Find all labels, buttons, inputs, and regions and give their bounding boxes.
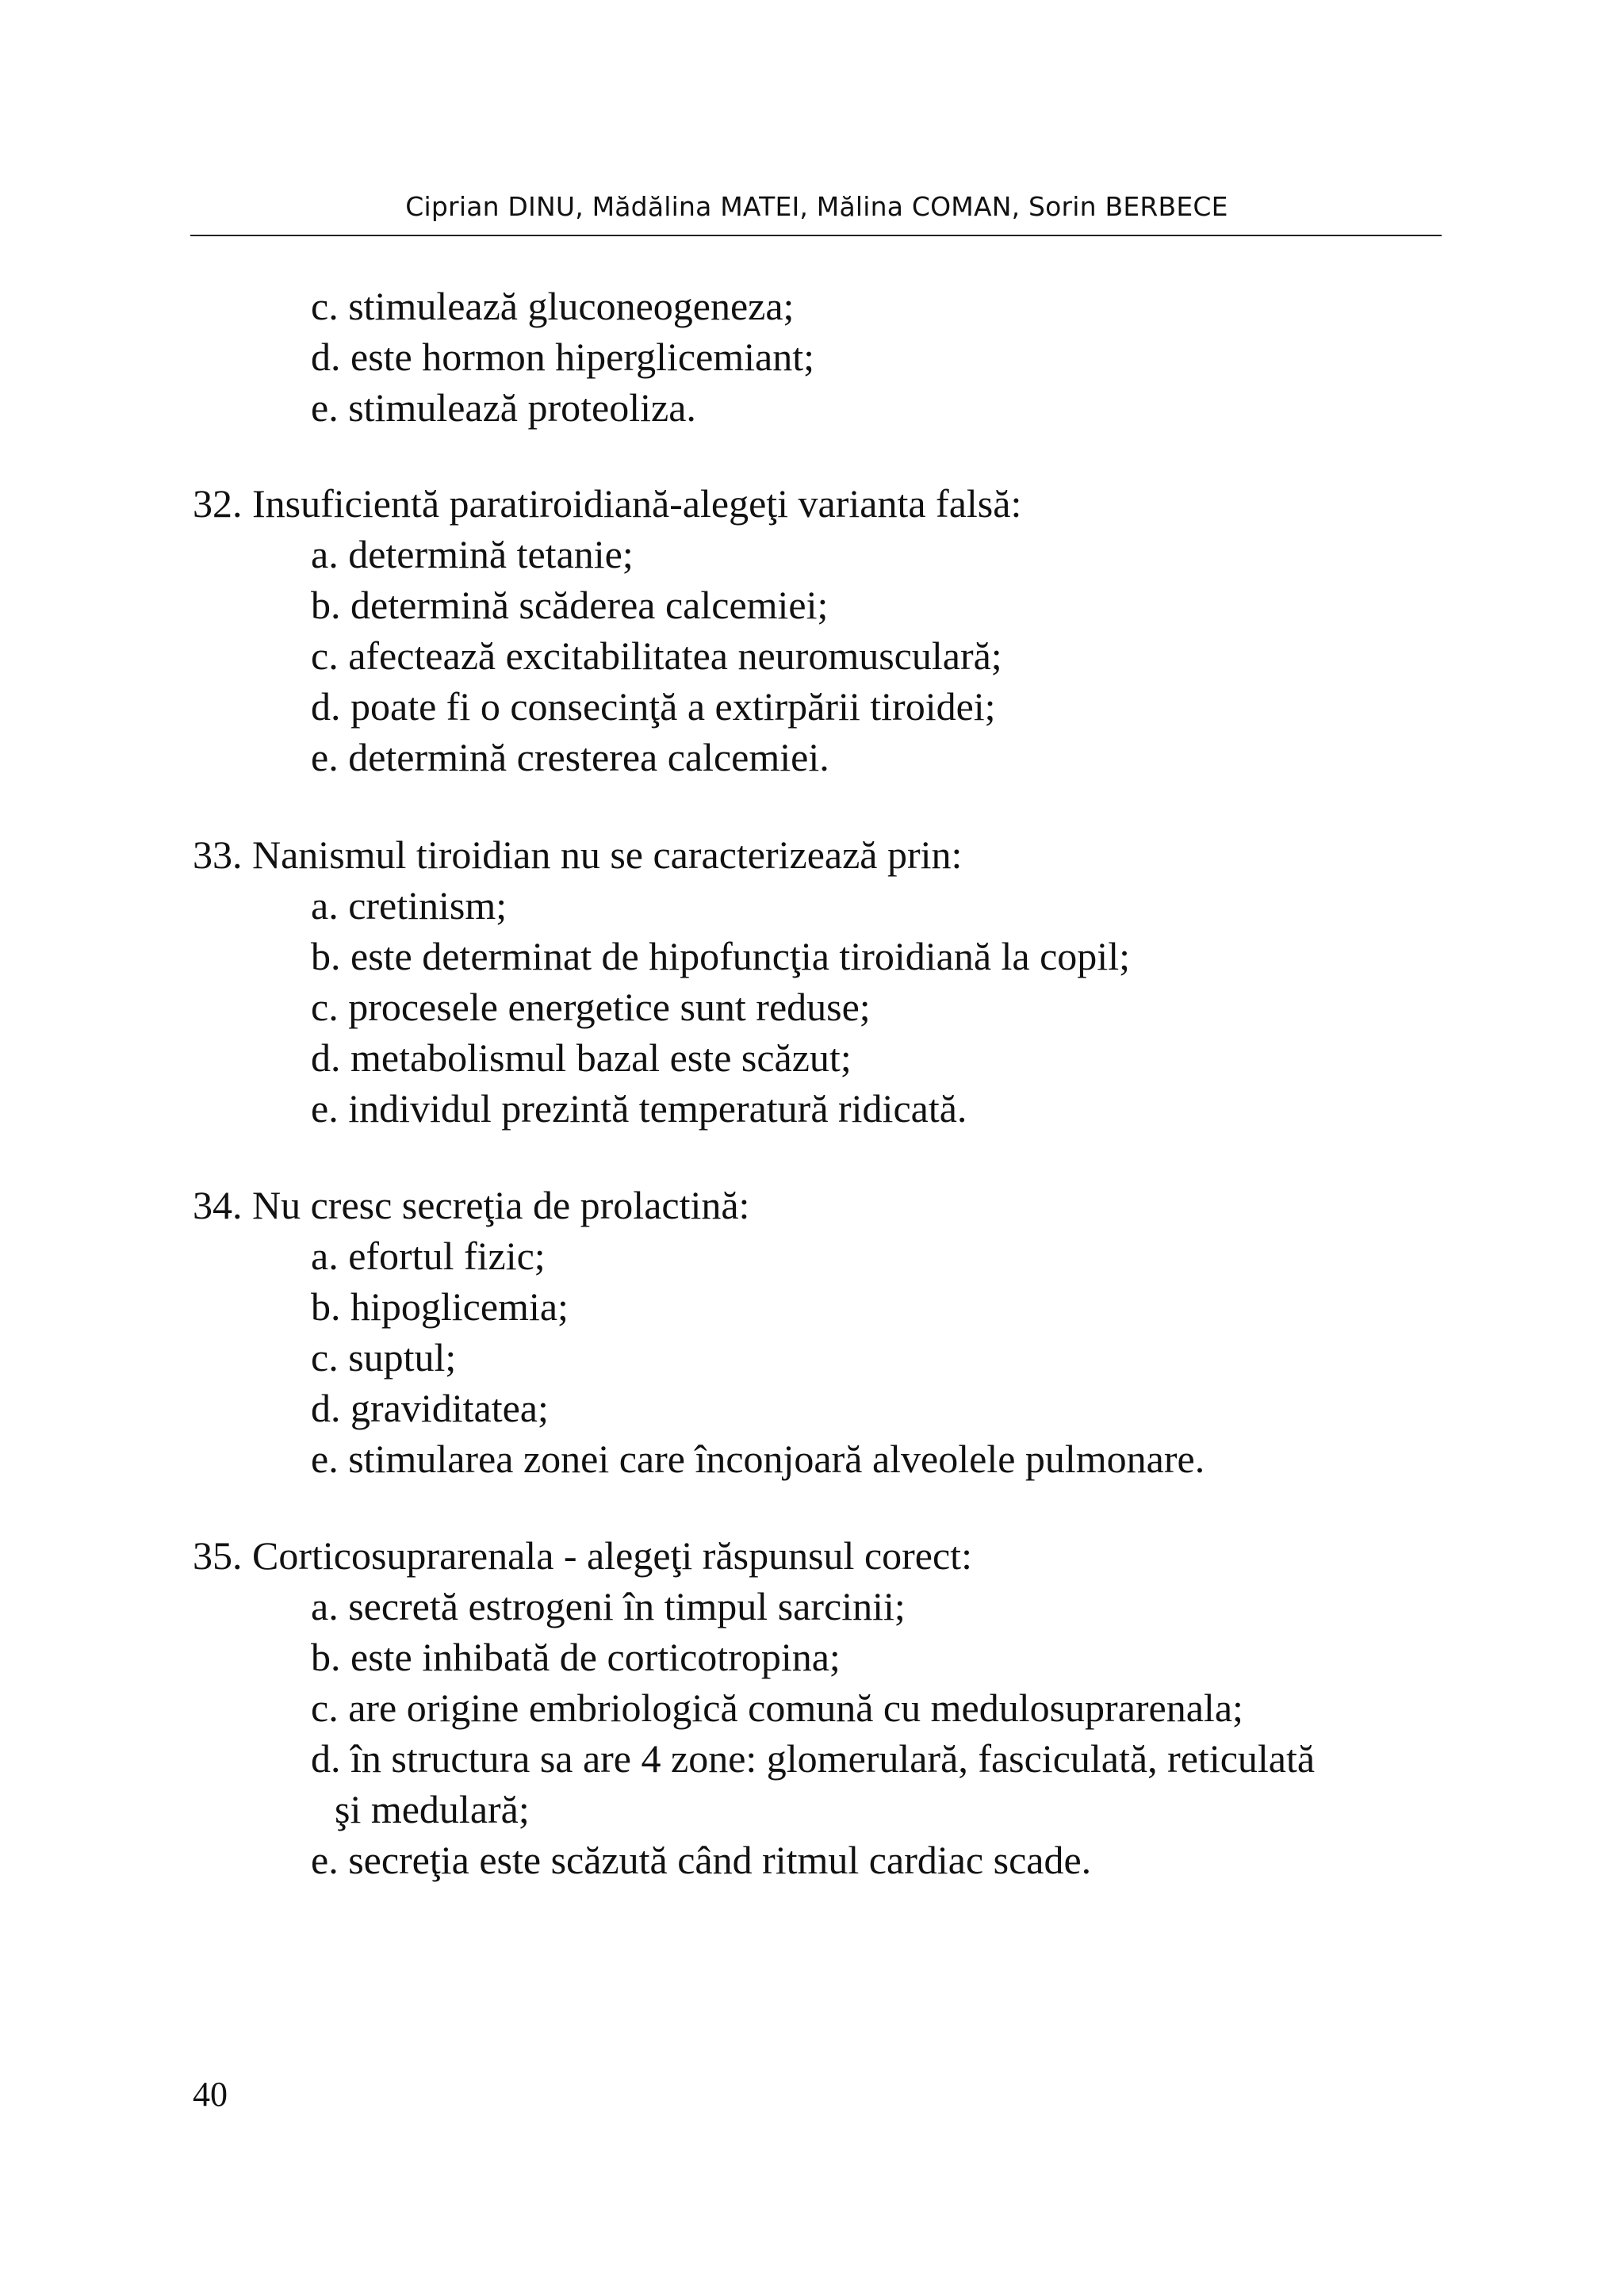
option-d: d. este hormon hiperglicemiant; — [311, 335, 815, 379]
option-c: c. procesele energetice sunt reduse; — [311, 985, 871, 1029]
option-d: d. poate fi o consecinţă a extirpării tiroidei; — [311, 684, 996, 729]
option-b: b. determină scăderea calcemiei; — [311, 583, 829, 627]
option-e: e. stimulează proteoliza. — [311, 385, 696, 430]
question-33: 33. Nanismul tiroidian nu se caracterizează prin: — [193, 832, 963, 877]
option-c: c. afectează excitabilitatea neuromusculară; — [311, 633, 1002, 678]
option-e: e. determină cresterea calcemiei. — [311, 735, 829, 779]
question-35: 35. Corticosuprarenala - alegeţi răspunsul corect: — [193, 1533, 972, 1578]
option-c: c. are origine embriologică comună cu medulosuprarenala; — [311, 1686, 1243, 1730]
question-34: 34. Nu cresc secreţia de prolactină: — [193, 1183, 750, 1227]
option-b: b. este inhibată de corticotropina; — [311, 1635, 841, 1679]
option-b: b. hipoglicemia; — [311, 1284, 569, 1329]
option-c: c. suptul; — [311, 1335, 457, 1380]
option-d: d. graviditatea; — [311, 1386, 549, 1430]
option-b: b. este determinat de hipofuncţia tiroidiană la copil; — [311, 934, 1130, 978]
running-header: Ciprian DINU, Mădălina MATEI, Mălina COMAN, Sorin BERBECE — [405, 191, 1228, 222]
option-a: a. secretă estrogeni în timpul sarcinii; — [311, 1584, 906, 1628]
option-d-continuation: şi medulară; — [335, 1787, 530, 1831]
option-d: d. în structura sa are 4 zone: glomerulară, fasciculată, reticulată — [311, 1736, 1316, 1781]
question-32: 32. Insuficientă paratiroidiană-alegeţi varianta falsă: — [193, 481, 1022, 526]
header-rule — [190, 235, 1442, 236]
option-a: a. efortul fizic; — [311, 1234, 546, 1278]
option-a: a. determină tetanie; — [311, 532, 634, 576]
option-c: c. stimulează gluconeogeneza; — [311, 284, 795, 328]
option-d: d. metabolismul bazal este scăzut; — [311, 1035, 852, 1080]
option-e: e. stimularea zonei care înconjoară alveolele pulmonare. — [311, 1437, 1205, 1481]
option-e: e. individul prezintă temperatură ridicată. — [311, 1086, 967, 1131]
option-e: e. secreţia este scăzută când ritmul cardiac scade. — [311, 1838, 1092, 1882]
page-number: 40 — [193, 2075, 228, 2114]
option-a: a. cretinism; — [311, 883, 508, 928]
